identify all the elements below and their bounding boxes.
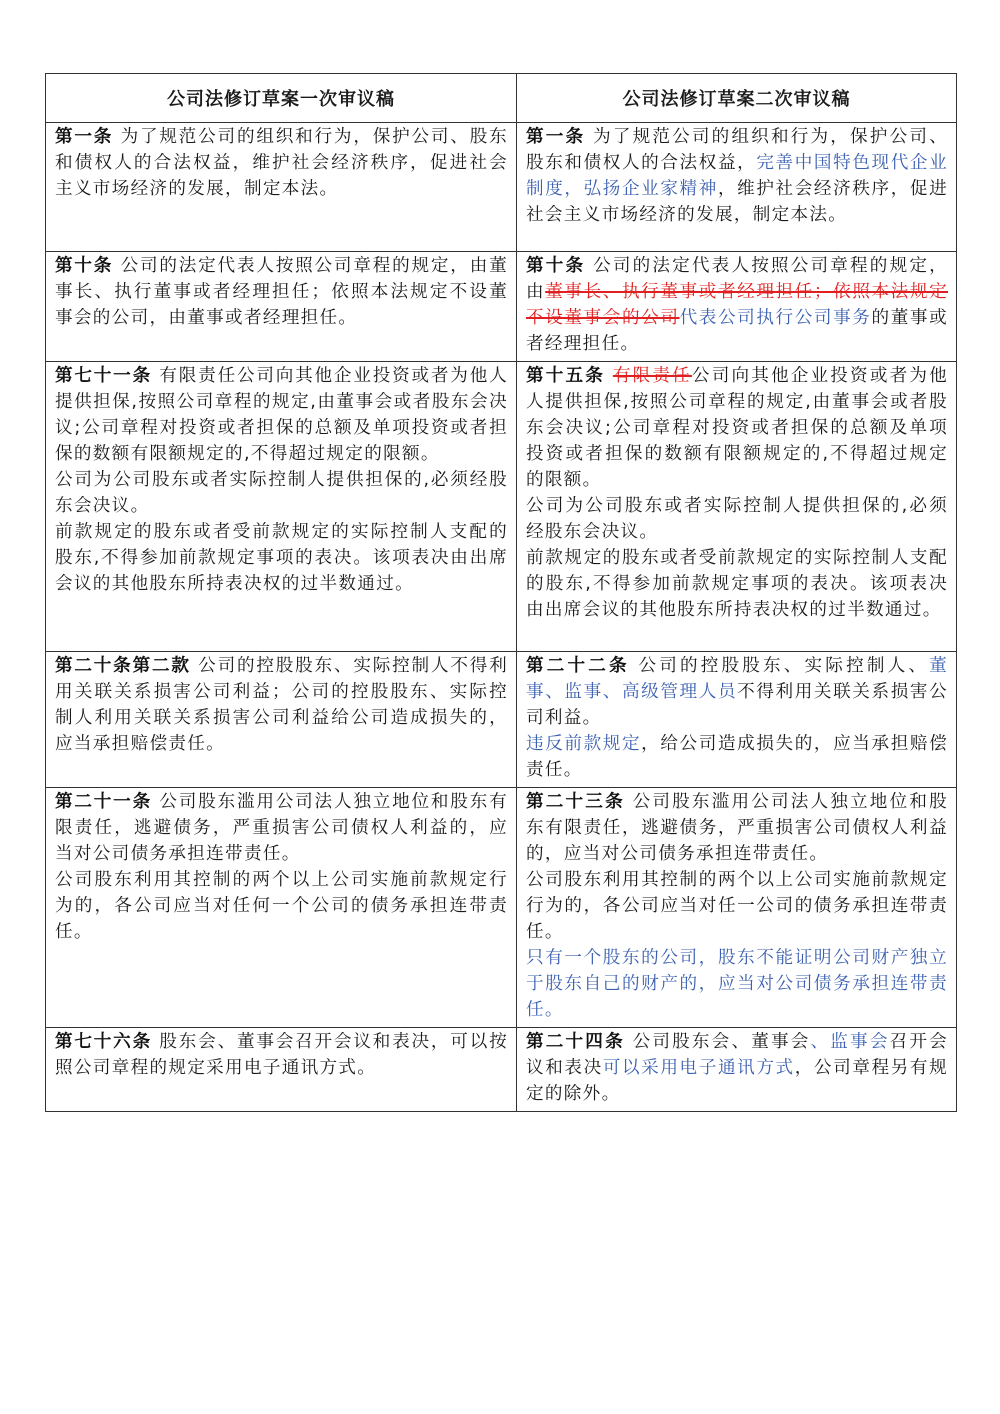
- article-number: 第一条: [55, 127, 114, 147]
- article-text: 股东会、董事会召开会议和表决，可以按照公司章程的规定采用电子通讯方式。: [55, 1032, 508, 1078]
- article-text: 为了规范公司的组织和行为，保护公司、股东和债权人的合法权益，: [526, 127, 949, 173]
- article-text: 公司的法定代表人按照公司章程的规定，由: [526, 256, 949, 302]
- article-text: 的董事或者经理担任。: [526, 308, 948, 354]
- article-paragraph: [55, 124, 508, 202]
- article-paragraph: [526, 945, 948, 1023]
- article-paragraph: [55, 1029, 508, 1081]
- article-text: 公司为公司股东或者实际控制人提供担保的,必须经股东会决议。: [55, 470, 508, 516]
- article-text: [605, 366, 613, 386]
- article-paragraph: [55, 519, 508, 597]
- article-row: [46, 123, 957, 252]
- article-text: 不得利用关联关系损害公司利益。: [526, 682, 948, 728]
- article-text: 公司股东滥用公司法人独立地位和股东有限责任，逃避债务，严重损害公司债权人利益的，应当对公司债务承担连带责任。: [55, 792, 508, 864]
- article-text: 公司股东利用其控制的两个以上公司实施前款规定行为的，各公司应当对任何一个公司的债务承担连带责任。: [55, 870, 508, 942]
- added-text: 可以采用电子通讯方式: [602, 1058, 795, 1078]
- article-text: 公司股东会、董事会: [624, 1032, 811, 1052]
- article-number: 第二十一条: [55, 792, 152, 812]
- article-text: ，公司章程另有规定的除外。: [526, 1058, 948, 1104]
- article-text: 公司为公司股东或者实际控制人提供担保的,必须经股东会决议。: [526, 496, 948, 542]
- article-row: [46, 1028, 957, 1112]
- article-paragraph: [55, 867, 508, 945]
- article-paragraph: [526, 253, 948, 357]
- deleted-text: 有限责任: [612, 366, 692, 386]
- article-paragraph: [526, 789, 948, 867]
- header-first-draft: 公司法修订草案一次审议稿: [46, 74, 517, 123]
- added-text: 代表公司执行公司事务: [679, 308, 872, 328]
- article-paragraph: [55, 789, 508, 867]
- article-number: 第二十条第二款: [55, 656, 191, 676]
- article-text: 公司股东利用其控制的两个以上公司实施前款规定行为的，各公司应当对任一公司的债务承担连带责任。: [526, 870, 948, 942]
- first-draft-cell: [46, 652, 517, 788]
- article-text: 公司的控股股东、实际控制人、: [629, 656, 930, 676]
- article-text: 公司向其他企业投资或者为他人提供担保,按照公司章程的规定,由董事会或者股东会决议;公司章程对投资或者担保的总额及单项投资或者担保的数额有限额规定的,不得超过规定的限额。: [526, 366, 949, 490]
- second-draft-cell: [517, 362, 957, 652]
- article-number: 第十条: [526, 256, 586, 276]
- article-number: 第一条: [526, 127, 586, 147]
- article-number: 第二十三条: [526, 792, 625, 812]
- first-draft-cell: [46, 252, 517, 362]
- article-paragraph: [526, 545, 948, 623]
- article-row: [46, 252, 957, 362]
- article-row: [46, 652, 957, 788]
- article-text: 有限责任公司向其他企业投资或者为他人提供担保,按照公司章程的规定,由董事会或者股东会决议;公司章程对投资或者担保的总额及单项投资或者担保的数额有限额规定的,不得超过规定的限额。: [55, 366, 508, 464]
- article-number: 第七十一条: [55, 366, 152, 386]
- article-paragraph: [526, 1029, 948, 1107]
- second-draft-cell: [517, 1028, 957, 1112]
- added-text: 完善中国特色现代企业制度，弘扬企业家精神: [526, 153, 948, 199]
- article-text: 召开会议和表决: [526, 1032, 949, 1078]
- article-text: 公司的控股股东、实际控制人不得利用关联关系损害公司利益；公司的控股股东、实际控制人利用关联关系损害公司利益给公司造成损失的，应当承担赔偿责任。: [55, 656, 508, 754]
- header-second-draft: 公司法修订草案二次审议稿: [517, 74, 957, 123]
- article-text: 为了规范公司的组织和行为，保护公司、股东和债权人的合法权益，维护社会经济秩序，促进社会主义市场经济的发展，制定本法。: [55, 127, 508, 199]
- second-draft-cell: [517, 123, 957, 252]
- article-text: 前款规定的股东或者受前款规定的实际控制人支配的股东,不得参加前款规定事项的表决。该项表决由出席会议的其他股东所持表决权的过半数通过。: [526, 548, 948, 620]
- second-draft-cell: [517, 252, 957, 362]
- article-text: 前款规定的股东或者受前款规定的实际控制人支配的股东,不得参加前款规定事项的表决。该项表决由出席会议的其他股东所持表决权的过半数通过。: [55, 522, 508, 594]
- added-text: 、监事会: [810, 1032, 890, 1052]
- article-paragraph: [526, 124, 948, 228]
- added-text: 董事、监事、高级管理人员: [526, 656, 948, 702]
- first-draft-cell: [46, 1028, 517, 1112]
- article-text: ，给公司造成损失的，应当承担赔偿责任。: [526, 734, 948, 780]
- article-number: 第二十二条: [526, 656, 630, 676]
- article-text: 公司的法定代表人按照公司章程的规定，由董事长、执行董事或者经理担任；依照本法规定不设董事会的公司，由董事或者经理担任。: [55, 256, 508, 328]
- article-paragraph: [55, 253, 508, 331]
- article-number: 第二十四条: [526, 1032, 625, 1052]
- article-paragraph: [55, 653, 508, 757]
- deleted-text: 董事长、执行董事或者经理担任；依照本法规定不设董事会的公司: [526, 282, 948, 328]
- article-text: ，维护社会经济秩序，促进社会主义市场经济的发展，制定本法。: [526, 179, 948, 225]
- added-text: 只有一个股东的公司，股东不能证明公司财产独立于股东自己的财产的，应当对公司债务承担连带责任。: [526, 948, 948, 1020]
- article-paragraph: [526, 653, 948, 731]
- article-row: [46, 362, 957, 652]
- added-text: 违反前款规定: [526, 734, 642, 754]
- article-number: 第十五条: [526, 366, 606, 386]
- first-draft-cell: [46, 362, 517, 652]
- article-paragraph: [526, 363, 948, 493]
- article-number: 第七十六条: [55, 1032, 152, 1052]
- first-draft-cell: [46, 123, 517, 252]
- article-paragraph: [526, 867, 948, 945]
- second-draft-cell: [517, 788, 957, 1028]
- comparison-table: [45, 73, 957, 1112]
- article-number: 第十条: [55, 256, 114, 276]
- article-paragraph: [55, 363, 508, 467]
- article-paragraph: [526, 731, 948, 783]
- article-row: [46, 788, 957, 1028]
- header-row: [46, 74, 957, 123]
- article-paragraph: [526, 493, 948, 545]
- second-draft-cell: [517, 652, 957, 788]
- first-draft-cell: [46, 788, 517, 1028]
- article-text: 公司股东滥用公司法人独立地位和股东有限责任，逃避债务，严重损害公司债权人利益的，应当对公司债务承担连带责任。: [526, 792, 948, 864]
- article-paragraph: [55, 467, 508, 519]
